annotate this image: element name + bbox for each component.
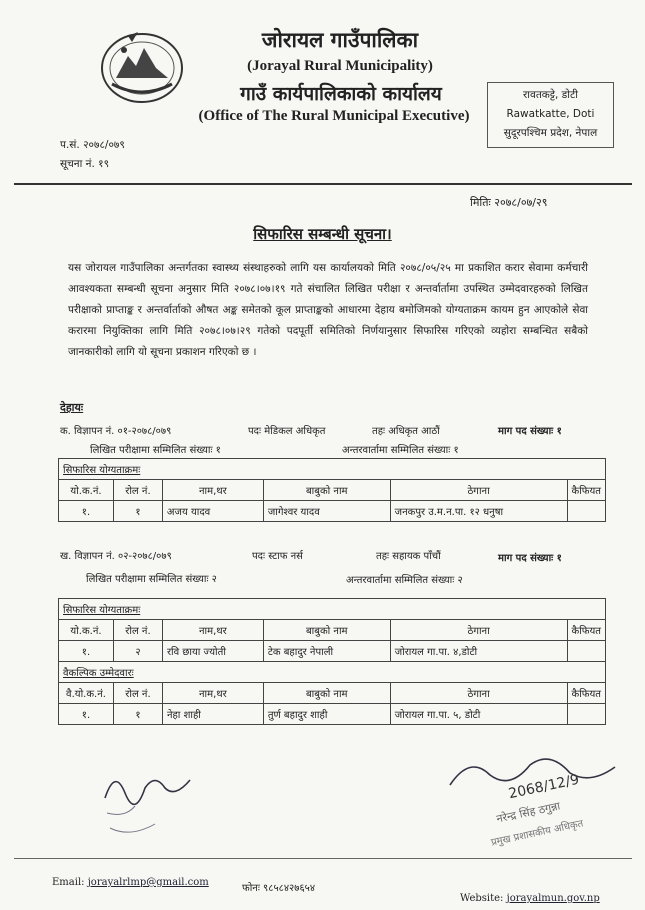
table-row (59, 704, 606, 725)
signatory-title: प्रमुख प्रशासकीय अधिकृत (490, 818, 585, 849)
post2-post: पदः स्टाफ नर्स (252, 551, 303, 562)
website-link[interactable]: jorayalmun.gov.np (506, 893, 600, 904)
cell: जोरायल गा.पा. ४,डोटी (390, 641, 567, 662)
post2-table-caption: सिफारिस योग्यताक्रमः (59, 599, 606, 620)
signatory-name: नरेन्द्र सिंह ठगुन्ना (495, 799, 562, 826)
cell: १ (113, 501, 162, 522)
table-row (59, 641, 606, 662)
footer-website (460, 893, 600, 904)
col-header: नाम,थर (162, 683, 263, 704)
dehay-label: देहायः (60, 401, 84, 414)
table-header-row (59, 620, 606, 641)
post1-level: तहः अधिकृत आठौं (372, 426, 440, 437)
col-header: यो.क.नं. (59, 620, 114, 641)
post1-table (58, 458, 606, 522)
post1-post: पदः मेडिकल अधिकृत (248, 426, 326, 437)
cell (567, 704, 605, 725)
notice-title-text: सिफारिस सम्बन्धी सूचना। (253, 225, 392, 243)
notice-body: यस जोरायल गाउँपालिका अन्तर्गतका स्वास्थ्य संस्थाहरुको लागि यस कार्यालयको मिति २०७८/०५/२५ मा प्रकाशित करार सेवामा कर्मचारी आवश्यकता सम्बन्धी सूचना अनुसार मिति २०७८।०७।१९ गते संचालित लिखित परीक्षा र अन्तर्वार्तामा उपस्थित उम्मेदवारहरुको लिखित परीक्षाको प्राप्ताङ्क र अन्तर्वार्ताको औषत अङ्क समेतको कूल प्राप्ताङ्कको आधारमा देहाय बमोजिमको योग्यताक्रम कायम हुन आएकोले सेवा करारमा नियुक्तिका लागि मिति २०७८।०७।२९ गतेको पदपूर्ती समितिको निर्णयानुसार सिफारिस गरिएको व्यहोरा सम्बन्धित सबैको जानकारीको लागि यो सूचना प्रकाशन गरिएको छ । (68, 262, 588, 358)
cell: रवि छाया ज्योती (162, 641, 263, 662)
cell (567, 641, 605, 662)
col-header: बाबुको नाम (263, 480, 390, 501)
cell: जोरायल गा.पा. ५, डोटी (390, 704, 567, 725)
col-header: वै.यो.क.नं. (59, 683, 114, 704)
footer-divider (14, 858, 632, 859)
col-header: कैफियत (567, 620, 605, 641)
col-header: ठेगाना (390, 480, 567, 501)
cell: १. (59, 641, 114, 662)
col-header: रोल नं. (113, 620, 162, 641)
post2-level: तहः सहायक पाँचौं (376, 551, 441, 562)
address-line-2: Rawatkatte, Doti (506, 108, 595, 120)
right-signature-block (440, 745, 630, 855)
office-name-english: (Office of The Rural Municipal Executive) (198, 108, 470, 124)
table-header-row (59, 683, 606, 704)
cell: १ (113, 704, 162, 725)
address-line-3: सुदूरपश्चिम प्रदेश, नेपाल (503, 127, 598, 139)
website-label: Website: (460, 893, 504, 904)
col-header: कैफियत (567, 480, 605, 501)
col-header: रोल नं. (113, 683, 162, 704)
post2-interview: अन्तरवार्तामा सम्मिलित संख्याः २ (346, 575, 463, 586)
cell: टेक बहादुर नेपाली (263, 641, 390, 662)
table-row (59, 501, 606, 522)
signature-date: 2068/12/9 (507, 771, 581, 803)
cell: २ (113, 641, 162, 662)
post1-demand: माग पद संख्याः १ (498, 426, 562, 437)
address-box (487, 82, 614, 148)
col-header: रोल नं. (113, 480, 162, 501)
post1-ad-number: क. विज्ञापन नं. ०१-२०७८/०७९ (60, 426, 172, 437)
cell: अजय यादव (162, 501, 263, 522)
left-signature-icon (95, 758, 205, 848)
nepal-emblem-icon (98, 28, 186, 106)
cell: नेहा शाही (162, 704, 263, 725)
col-header: नाम,थर (162, 480, 263, 501)
municipality-name-nepali: जोरायल गाउँपालिका (261, 27, 419, 52)
letter-number: प.सं. २०७८/०७९ (60, 139, 125, 151)
cell: तुर्ण बहादुर शाही (263, 704, 390, 725)
notice-date: मितिः २०७८/०७/२९ (470, 196, 548, 209)
table-header-row (59, 480, 606, 501)
cell: जागेश्वर यादव (263, 501, 390, 522)
col-header: नाम,थर (162, 620, 263, 641)
cell: जनकपुर उ.म.न.पा. १२ धनुषा (390, 501, 567, 522)
col-header: ठेगाना (390, 683, 567, 704)
post1-interview: अन्तरवार्तामा सम्मिलित संख्याः १ (342, 445, 459, 456)
cell (567, 501, 605, 522)
notice-title (0, 224, 645, 244)
footer-phone: फोनः ९८५८४२७६५४ (242, 883, 316, 894)
footer-email (52, 877, 209, 888)
post1-written: लिखित परीक्षामा सम्मिलित संख्याः १ (90, 445, 221, 456)
address-line-1: रावतकट्टे, डोटी (522, 89, 579, 101)
col-header: यो.क.नं. (59, 480, 114, 501)
office-name-nepali: गाउँ कार्यपालिकाको कार्यालय (240, 83, 442, 105)
municipality-name-english: (Jorayal Rural Municipality) (247, 58, 433, 74)
post2-written: लिखित परीक्षामा सम्मिलित संख्याः २ (86, 574, 217, 585)
col-header: बाबुको नाम (263, 683, 390, 704)
col-header: कैफियत (567, 683, 605, 704)
col-header: बाबुको नाम (263, 620, 390, 641)
alt-table-caption: वैकल्पिक उम्मेदवारः (59, 662, 606, 683)
cell: १. (59, 501, 114, 522)
post2-table (58, 598, 606, 725)
header-divider (14, 183, 632, 185)
col-header: ठेगाना (390, 620, 567, 641)
email-label: Email: (52, 877, 85, 888)
email-link[interactable]: jorayalrlmp@gmail.com (87, 877, 209, 888)
post1-table-caption: सिफारिस योग्यताक्रमः (59, 459, 606, 480)
post2-ad-number: ख. विज्ञापन नं. ०२-२०७८/०७९ (60, 551, 172, 562)
cell: १. (59, 704, 114, 725)
post2-demand: माग पद संख्याः १ (498, 553, 562, 564)
notice-number: सूचना नं. १९ (60, 158, 110, 170)
